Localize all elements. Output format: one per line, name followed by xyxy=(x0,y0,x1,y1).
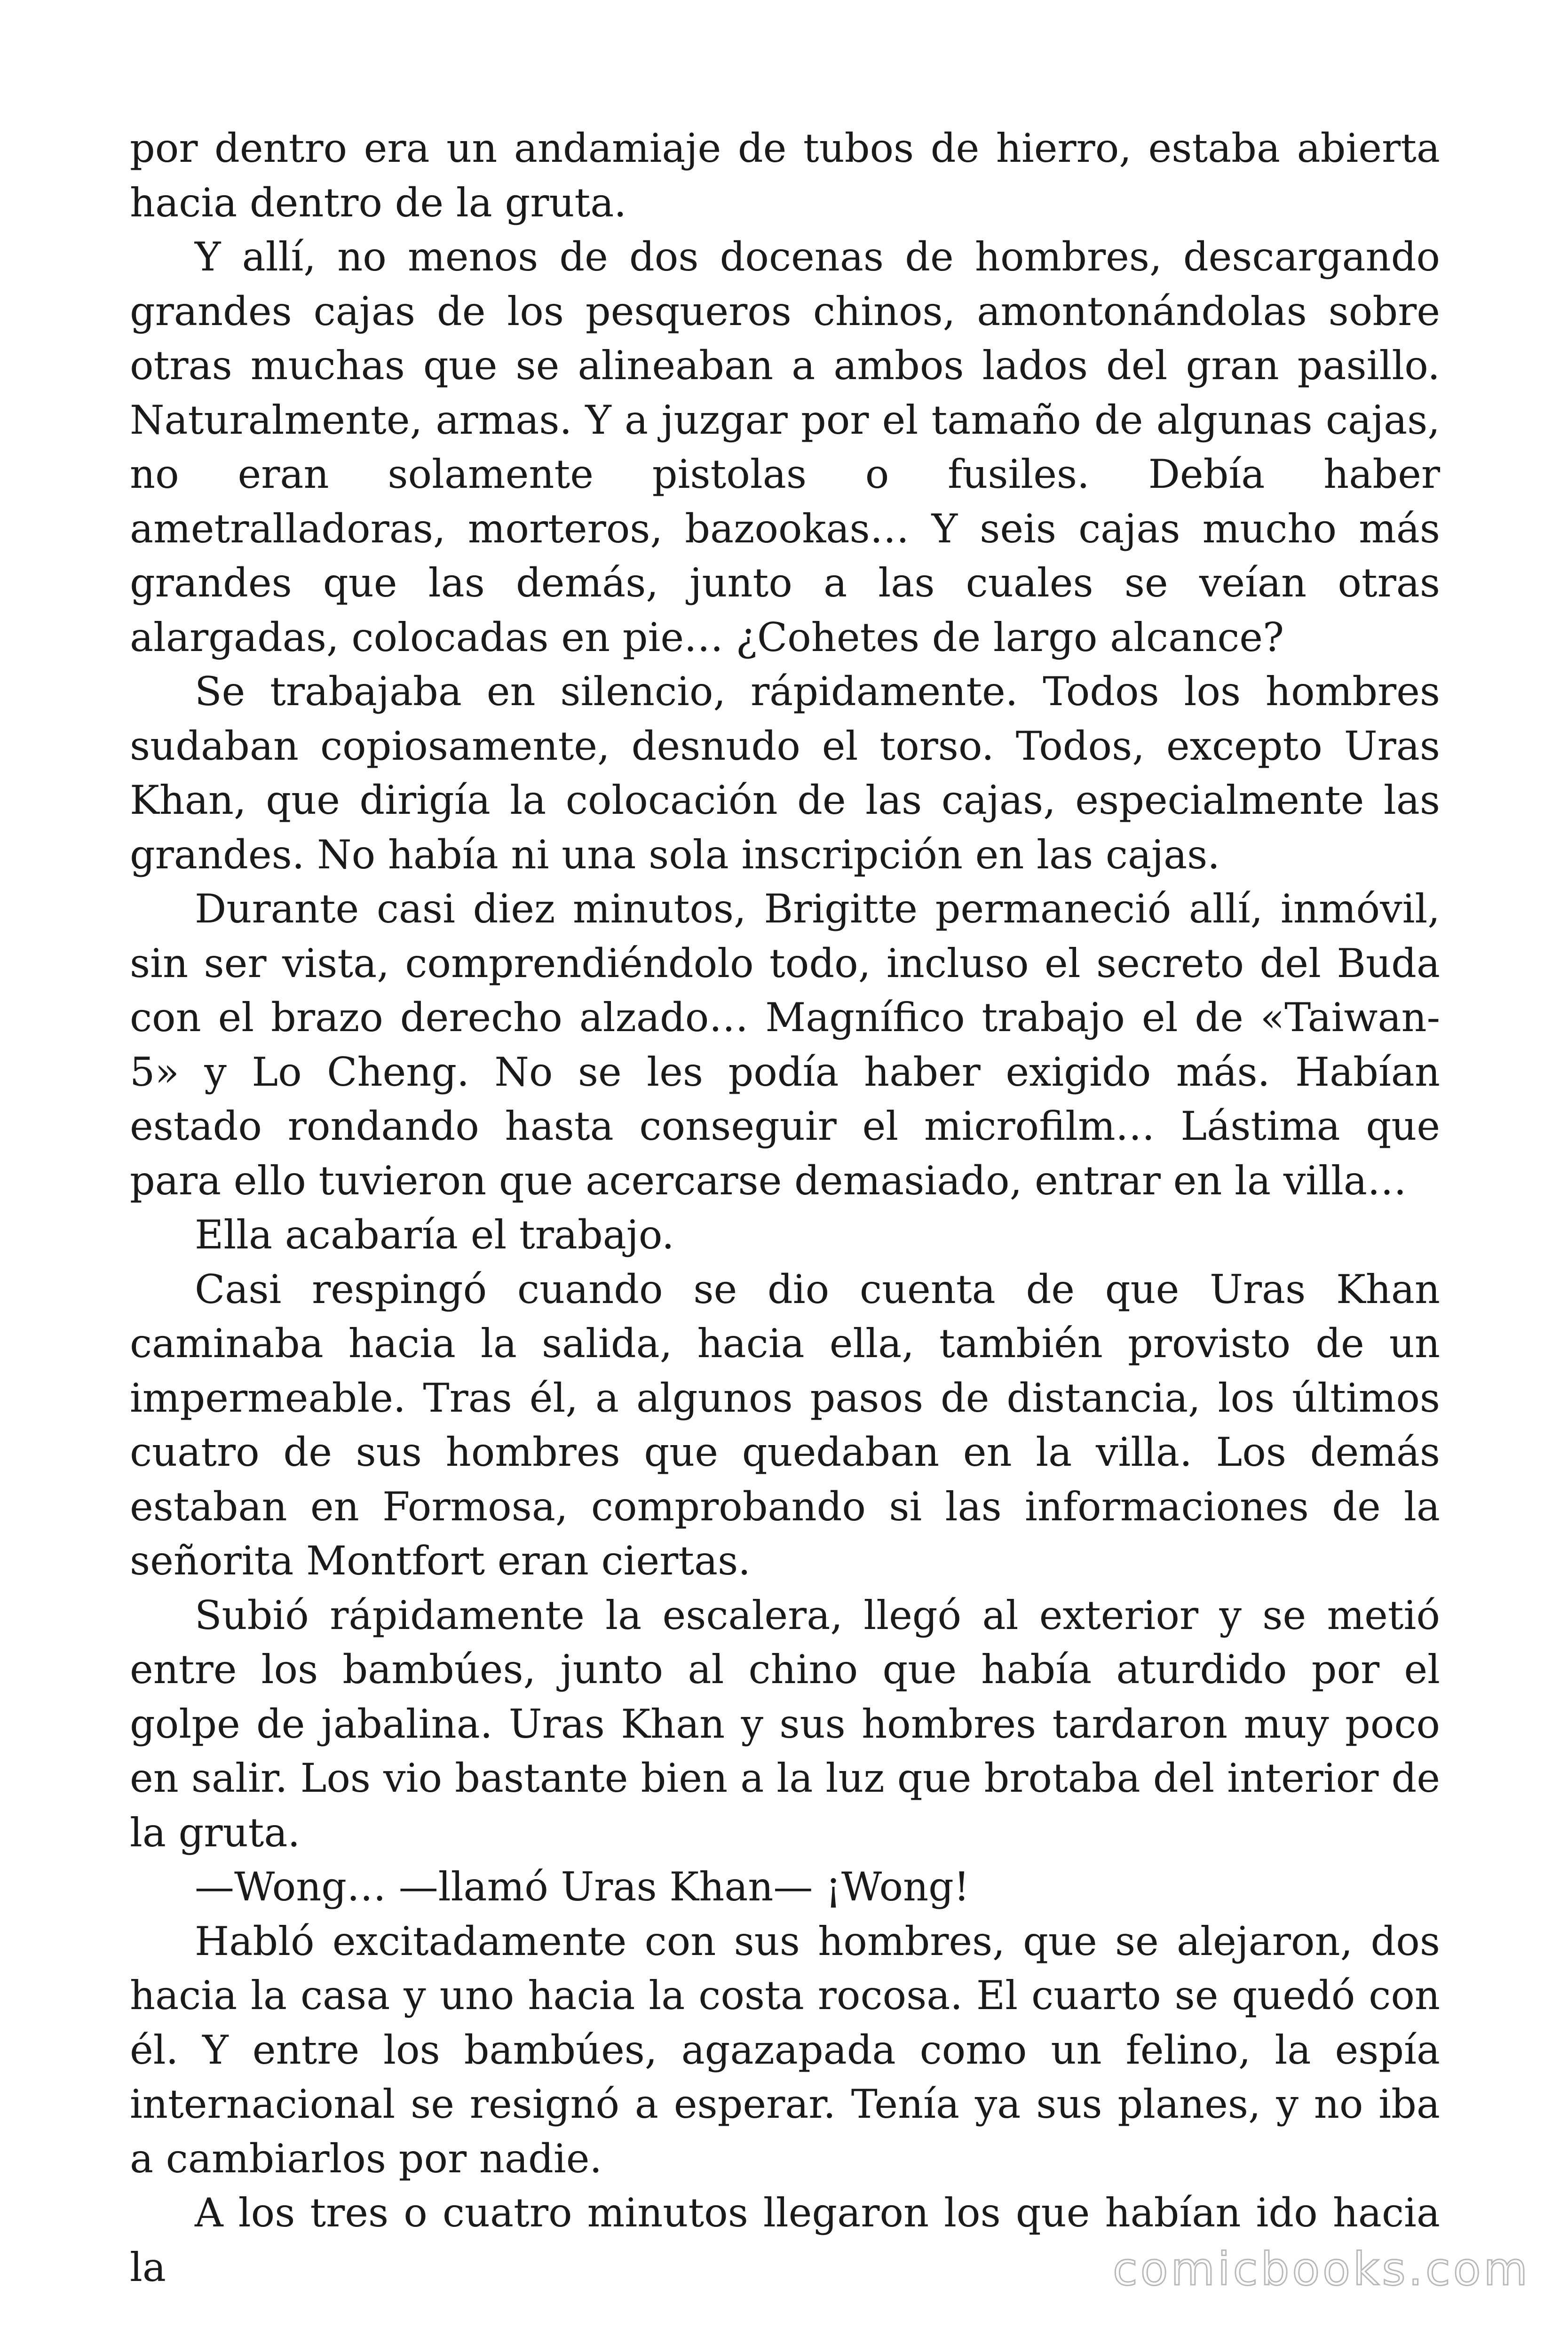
watermark: comicbooks.com xyxy=(1112,2243,1530,2296)
paragraph: Casi respingó cuando se dio cuenta de que Uras Khan caminaba hacia la salida, hacia ella, también provisto de un impermeable. Tras él, a algunos pasos de distancia, los últimos cuatro de sus hombres que quedaban en la villa. Los demás estaban en Formosa, comprobando si las informaciones de la señorita Montfort eran ciertas. xyxy=(130,1266,1440,1584)
paragraph: Se trabajaba en silencio, rápidamente. Todos los hombres sudaban copiosamente, desnudo el torso. Todos, excepto Uras Khan, que dirigía la colocación de las cajas, especialmente las grandes. No había ni una sola inscripción en las cajas. xyxy=(130,668,1440,878)
paragraph: Subió rápidamente la escalera, llegó al exterior y se metió entre los bambúes, junto al chino que había aturdido por el golpe de jabalina. Uras Khan y sus hombres tardaron muy poco en salir. Los vio bastante bien a la luz que brotaba del interior de la gruta. xyxy=(130,1592,1440,1856)
paragraph: Habló excitadamente con sus hombres, que se alejaron, dos hacia la casa y uno hacia la costa rocosa. El cuarto se quedó con él. Y entre los bambúes, agazapada como un felino, la espía internacional se resignó a esperar. Tenía ya sus planes, y no iba a cambiarlos por nadie. xyxy=(130,1918,1440,2182)
paragraph: A los tres o cuatro minutos llegaron los que habían ido hacia la xyxy=(130,2190,1440,2290)
paragraph: Durante casi diez minutos, Brigitte permaneció allí, inmóvil, sin ser vista, comprendiéndolo todo, incluso el secreto del Buda con el brazo derecho alzado… Magnífico trabajo el de «Taiwan-5» y Lo Cheng. No se les podía haber exigido más. Habían estado rondando hasta conseguir el microfilm… Lástima que para ello tuvieron que acercarse demasiado, entrar en la villa… xyxy=(130,886,1440,1204)
paragraph: —Wong… —llamó Uras Khan— ¡Wong! xyxy=(195,1864,970,1910)
page-body xyxy=(130,121,1440,2295)
paragraph: Ella acabaría el trabajo. xyxy=(195,1212,674,1258)
paragraph: por dentro era un andamiaje de tubos de hierro, estaba abierta hacia dentro de la gruta. xyxy=(130,125,1440,226)
paragraph: Y allí, no menos de dos docenas de hombres, descargando grandes cajas de los pesqueros chinos, amontonándolas sobre otras muchas que se alineaban a ambos lados del gran pasillo. Naturalmente, armas. Y a juzgar por el tamaño de algunas cajas, no eran solamente pistolas o fusiles. Debía haber ametralladoras, morteros, bazookas… Y seis cajas mucho más grandes que las demás, junto a las cuales se veían otras alargadas, colocadas en pie… ¿Cohetes de largo alcance? xyxy=(130,234,1440,660)
